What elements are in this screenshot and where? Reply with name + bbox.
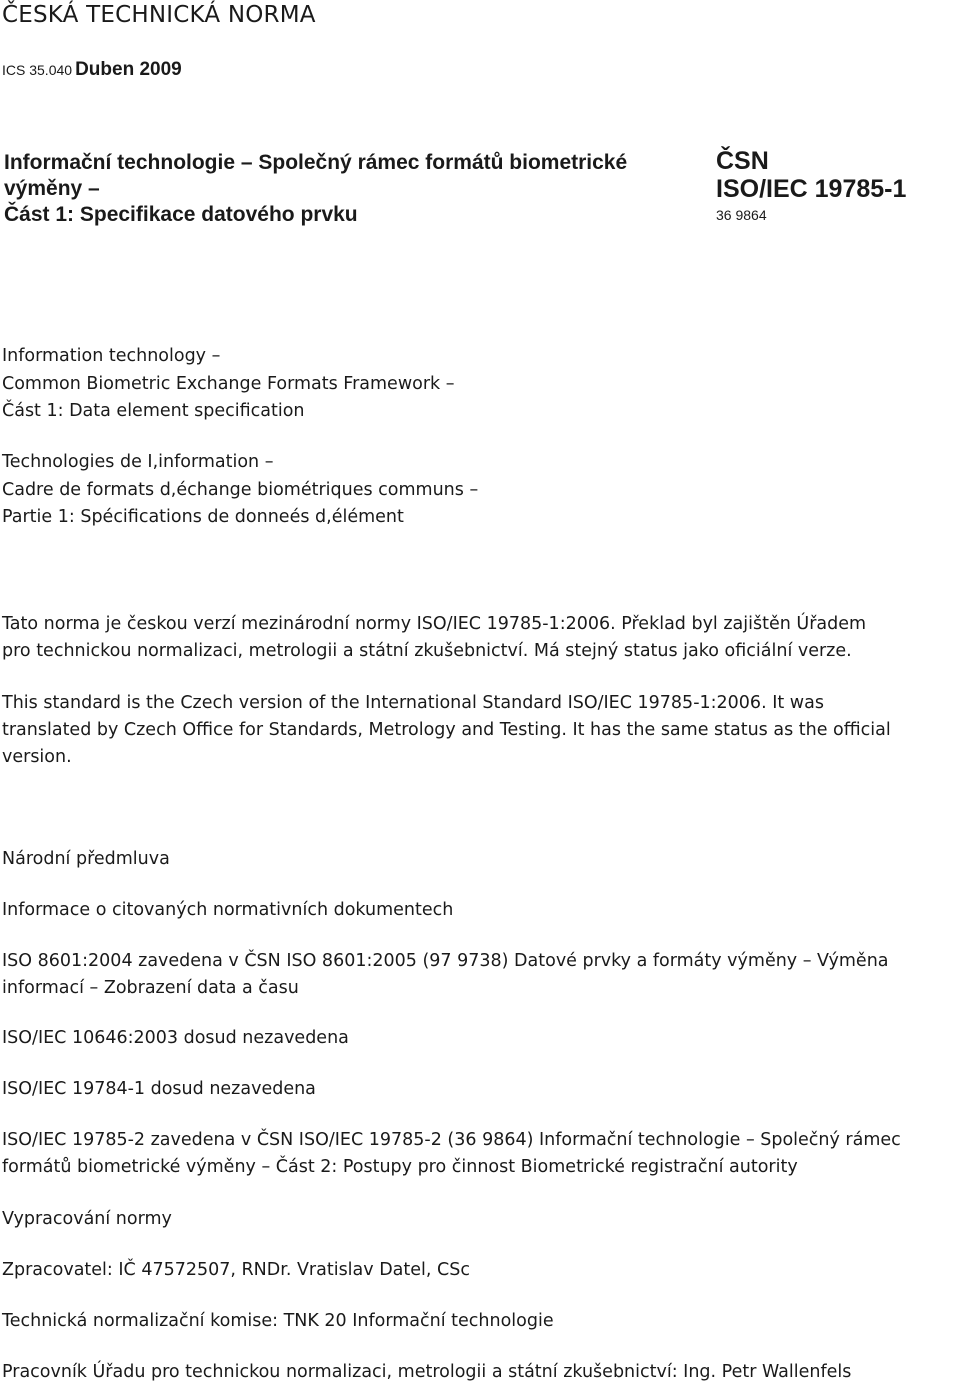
reference-line: formátů biometrické výměny – Část 2: Postupy pro činnost Biometrické registrační autority xyxy=(2,1157,798,1177)
reference-item xyxy=(2,1025,349,1052)
title-english-line: Information technology – xyxy=(2,346,221,366)
author-line: Zpracovatel: IČ 47572507, RNDr. Vratislav Datel, CSc xyxy=(2,1260,470,1280)
title-czech-line: Informační technologie – Společný rámec formátů biometrické xyxy=(4,151,628,174)
title-english-line: Část 1: Data element specification xyxy=(2,401,305,421)
reference-line: ISO/IEC 10646:2003 dosud nezavedena xyxy=(2,1028,349,1048)
intro-paragraph-english xyxy=(2,690,952,771)
norm-type-heading: ČESKÁ TECHNICKÁ NORMA xyxy=(2,2,316,28)
title-english xyxy=(2,343,454,426)
publication-date: Duben 2009 xyxy=(75,59,182,80)
intro-english-line: translated by Czech Office for Standards, Metrology and Testing. It has the same status as the official xyxy=(2,720,891,740)
reference-line: informací – Zobrazení data a času xyxy=(2,978,299,998)
intro-english-line: version. xyxy=(2,747,72,767)
ics-date-line xyxy=(2,59,182,81)
title-english-line: Common Biometric Exchange Formats Framework – xyxy=(2,373,455,394)
standard-number: ISO/IEC 19785-1 xyxy=(716,175,907,203)
title-french xyxy=(2,449,478,532)
title-french-line: Partie 1: Spécifications de donneés d,élément xyxy=(2,507,404,527)
preparation-heading: Vypracování normy xyxy=(2,1209,172,1229)
title-czech-line: výměny – xyxy=(4,177,100,200)
reference-line: ISO/IEC 19785-2 zavedena v ČSN ISO/IEC 19785-2 (36 9864) Informační technologie – Společný rámec xyxy=(2,1130,901,1150)
title-czech-line: Část 1: Specifikace datového prvku xyxy=(4,203,358,226)
csn-label: ČSN xyxy=(716,147,769,175)
national-foreword-heading: Národní předmluva xyxy=(2,849,170,869)
office-worker-line: Pracovník Úřadu pro technickou normalizaci, metrologii a státní zkušebnictví: Ing. Petr Wallenfels xyxy=(2,1362,852,1382)
class-number: 36 9864 xyxy=(716,207,767,223)
title-czech xyxy=(4,150,704,228)
standard-designation xyxy=(716,148,906,226)
reference-line: ISO 8601:2004 zavedena v ČSN ISO 8601:2005 (97 9738) Datové prvky a formáty výměny – Výměna xyxy=(2,951,889,971)
reference-item xyxy=(2,1076,316,1103)
title-french-line: Technologies de I,information – xyxy=(2,452,274,472)
title-french-line: Cadre de formats d,échange biométriques communs – xyxy=(2,479,479,500)
intro-czech-line: pro technickou normalizaci, metrologii a státní zkušebnictví. Má stejný status jako oficiální verze. xyxy=(2,641,852,661)
references-heading: Informace o citovaných normativních dokumentech xyxy=(2,900,454,920)
intro-english-line: This standard is the Czech version of the International Standard ISO/IEC 19785-1:2006. It was xyxy=(2,693,824,713)
intro-czech-line: Tato norma je českou verzí mezinárodní normy ISO/IEC 19785-1:2006. Překlad byl zajištěn Úřadem xyxy=(2,614,867,634)
intro-paragraph-czech xyxy=(2,611,952,665)
reference-item xyxy=(2,948,889,1002)
reference-line: ISO/IEC 19784-1 dosud nezavedena xyxy=(2,1079,316,1099)
committee-line: Technická normalizační komise: TNK 20 Informační technologie xyxy=(2,1311,554,1331)
reference-item xyxy=(2,1127,901,1181)
ics-code: ICS 35.040 xyxy=(2,62,73,78)
